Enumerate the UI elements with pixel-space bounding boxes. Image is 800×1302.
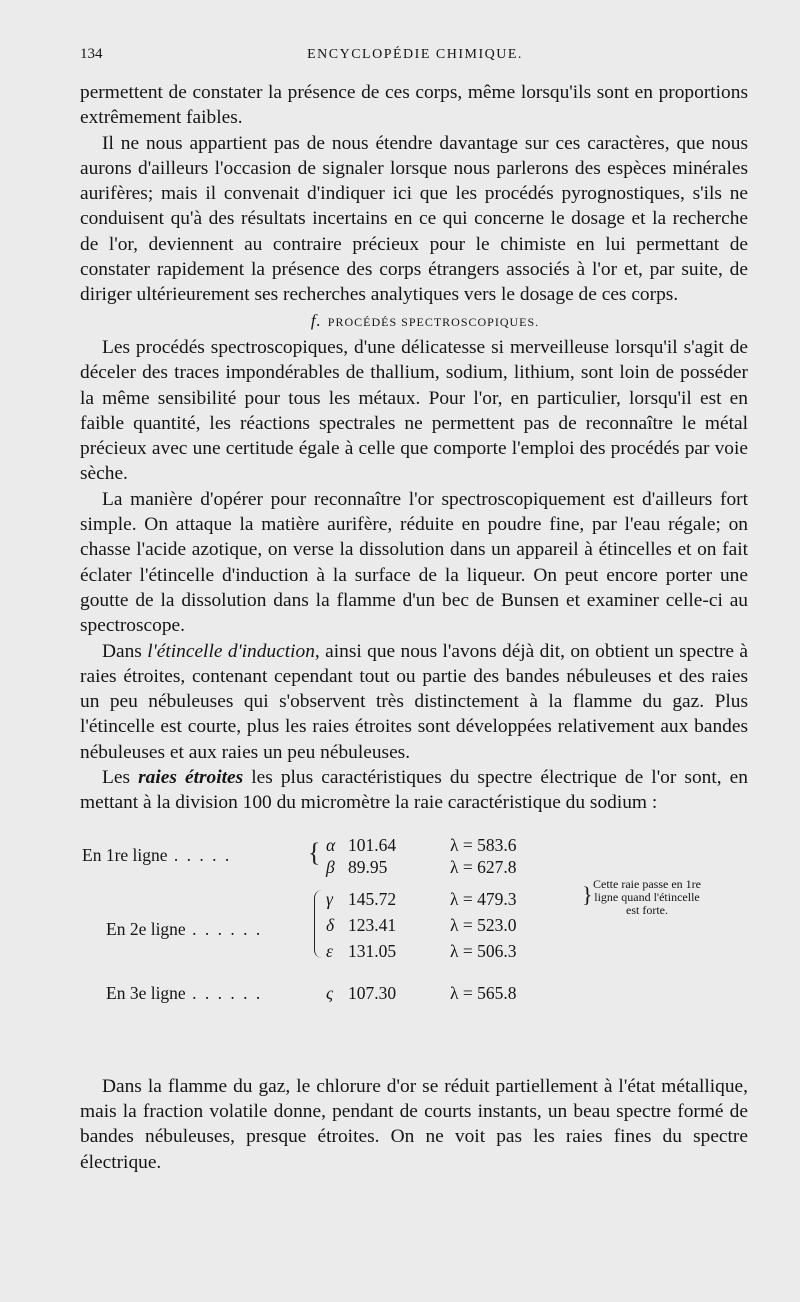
line-division: 131.05 xyxy=(348,940,397,961)
line-symbol: γ xyxy=(326,888,333,909)
group-label-2: En 2e ligne . . . . . . xyxy=(106,918,263,939)
paragraph-3: Les procédés spectroscopiques, d'une délicatesse si merveilleuse lorsqu'il s'agit de déceler des traces impondérables de thallium, sodium, lithium, sont loin de posséder la même sensibilité pour tous les métaux. Pour l'or, en particulier, lorsqu'il est en faible quantité, les réactions spectrales ne permettent pas de reconnaître le métal précieux avec une certitude égale à celle que comporte l'emploi des procédés par voie sèche. xyxy=(80,336,748,485)
paragraph-4: La manière d'opérer pour reconnaître l'or spectroscopiquement est d'ailleurs fort simple. On attaque la matière aurifère, réduite en poudre fine, par l'eau régale; on chasse l'acide azotique, on verse la dissolution dans un appareil à étincelles et on fait éclater l'étincelle d'induction à la surface de la liqueur. On peut encore porter une goutte de la dissolution dans la flamme d'un bec de Bunsen et examiner celle-ci au spectroscope. xyxy=(80,488,748,637)
line-symbol: ς xyxy=(326,982,334,1003)
spectral-lines-table xyxy=(80,830,748,1068)
paragraph-2: Il ne nous appartient pas de nous étendre davantage sur ces caractères, que nous aurons d'ailleurs l'occasion de signaler lorsque nous parlerons des espèces minérales aurifères; mais il convenait d'indiquer ici que les procédés pyrognostiques, s'ils ne conduisent qu'à des résultats incertains en ce qui concerne le dosage et la recherche de l'or, deviennent au contraire précieux pour le chimiste en lui permettant de constater rapidement la présence des corps étrangers associés à l'or et, par suite, de diriger ultérieurement ses recherches analytiques vers le dosage de ces corps. xyxy=(80,132,748,306)
section-heading xyxy=(80,308,748,335)
paragraph-7: Dans la flamme du gaz, le chlorure d'or se réduit partiellement à l'état métallique, mais la fraction volatile donne, pendant de courts instants, un beau spectre formé de bandes nébuleuses, presque étroites. On ne voit pas les raies fines du spectre électrique. xyxy=(80,1075,748,1173)
section-letter: f. xyxy=(310,310,322,330)
page-header xyxy=(80,46,750,72)
paragraph-5-text-a: Dans xyxy=(102,640,148,662)
line-symbol: β xyxy=(326,856,335,877)
note-brace: } xyxy=(582,881,593,907)
line-wavelength: λ = 479.3 xyxy=(450,888,517,909)
group-brace-1: { xyxy=(308,837,321,867)
paragraph-5-emphasis: l'étincelle d'induction xyxy=(147,640,315,662)
paragraph-6-emphasis: raies étroites xyxy=(138,767,244,789)
page-body xyxy=(80,80,748,1175)
paragraph-6-text-a: Les xyxy=(102,767,139,789)
page-number: 134 xyxy=(80,46,103,62)
group-label-2-text: En 2e ligne xyxy=(106,918,186,939)
line-note: Cette raie passe en 1re ligne quand l'étincelle est forte. xyxy=(593,876,701,917)
line-wavelength: λ = 565.8 xyxy=(450,982,517,1003)
line-symbol: δ xyxy=(326,914,335,935)
paragraph-5 xyxy=(80,639,748,765)
paragraph-5-text-b: , ainsi que nous l'avons déjà dit, on obtient un spectre à raies étroites, contenant cependant tout ou partie des bandes nébuleuses et des raies un peu nébuleuses qui s'observent très distinctement à la flamme du gaz. Plus l'étincelle est courte, plus les raies étroites sont développées relativement aux bandes nébuleuses et aux raies un peu nébuleuses. xyxy=(80,640,749,763)
line-division: 89.95 xyxy=(348,856,388,877)
line-division: 123.41 xyxy=(348,914,397,935)
line-wavelength: λ = 523.0 xyxy=(450,914,517,935)
line-division: 107.30 xyxy=(348,982,397,1003)
group-label-3-text: En 3e ligne xyxy=(106,982,186,1003)
line-division: 145.72 xyxy=(348,888,397,909)
group-brace-2 xyxy=(314,890,324,958)
line-division: 101.64 xyxy=(348,834,397,855)
paragraph-1: permettent de constater la présence de ces corps, même lorsqu'ils sont en proportions extrêmement faibles. xyxy=(80,82,748,129)
paragraph-6-text-b: les plus caractéristiques du spectre électrique de l'or sont, en mettant à la division 100 du micromètre la raie caractéristique du sodium : xyxy=(80,767,748,814)
line-wavelength: λ = 583.6 xyxy=(450,834,517,855)
running-title: ENCYCLOPÉDIE CHIMIQUE. xyxy=(307,47,523,62)
paragraph-6 xyxy=(80,765,748,816)
group-label-1-text: En 1re ligne xyxy=(82,844,168,865)
line-wavelength: λ = 506.3 xyxy=(450,940,517,961)
section-title: PROCÉDÉS SPECTROSCOPIQUES. xyxy=(327,314,540,329)
line-symbol: ε xyxy=(326,940,333,961)
group-label-1: En 1re ligne . . . . . xyxy=(82,844,232,865)
line-wavelength: λ = 627.8 xyxy=(450,856,517,877)
group-label-3: En 3e ligne . . . . . . xyxy=(106,982,263,1003)
line-symbol: α xyxy=(326,834,336,855)
